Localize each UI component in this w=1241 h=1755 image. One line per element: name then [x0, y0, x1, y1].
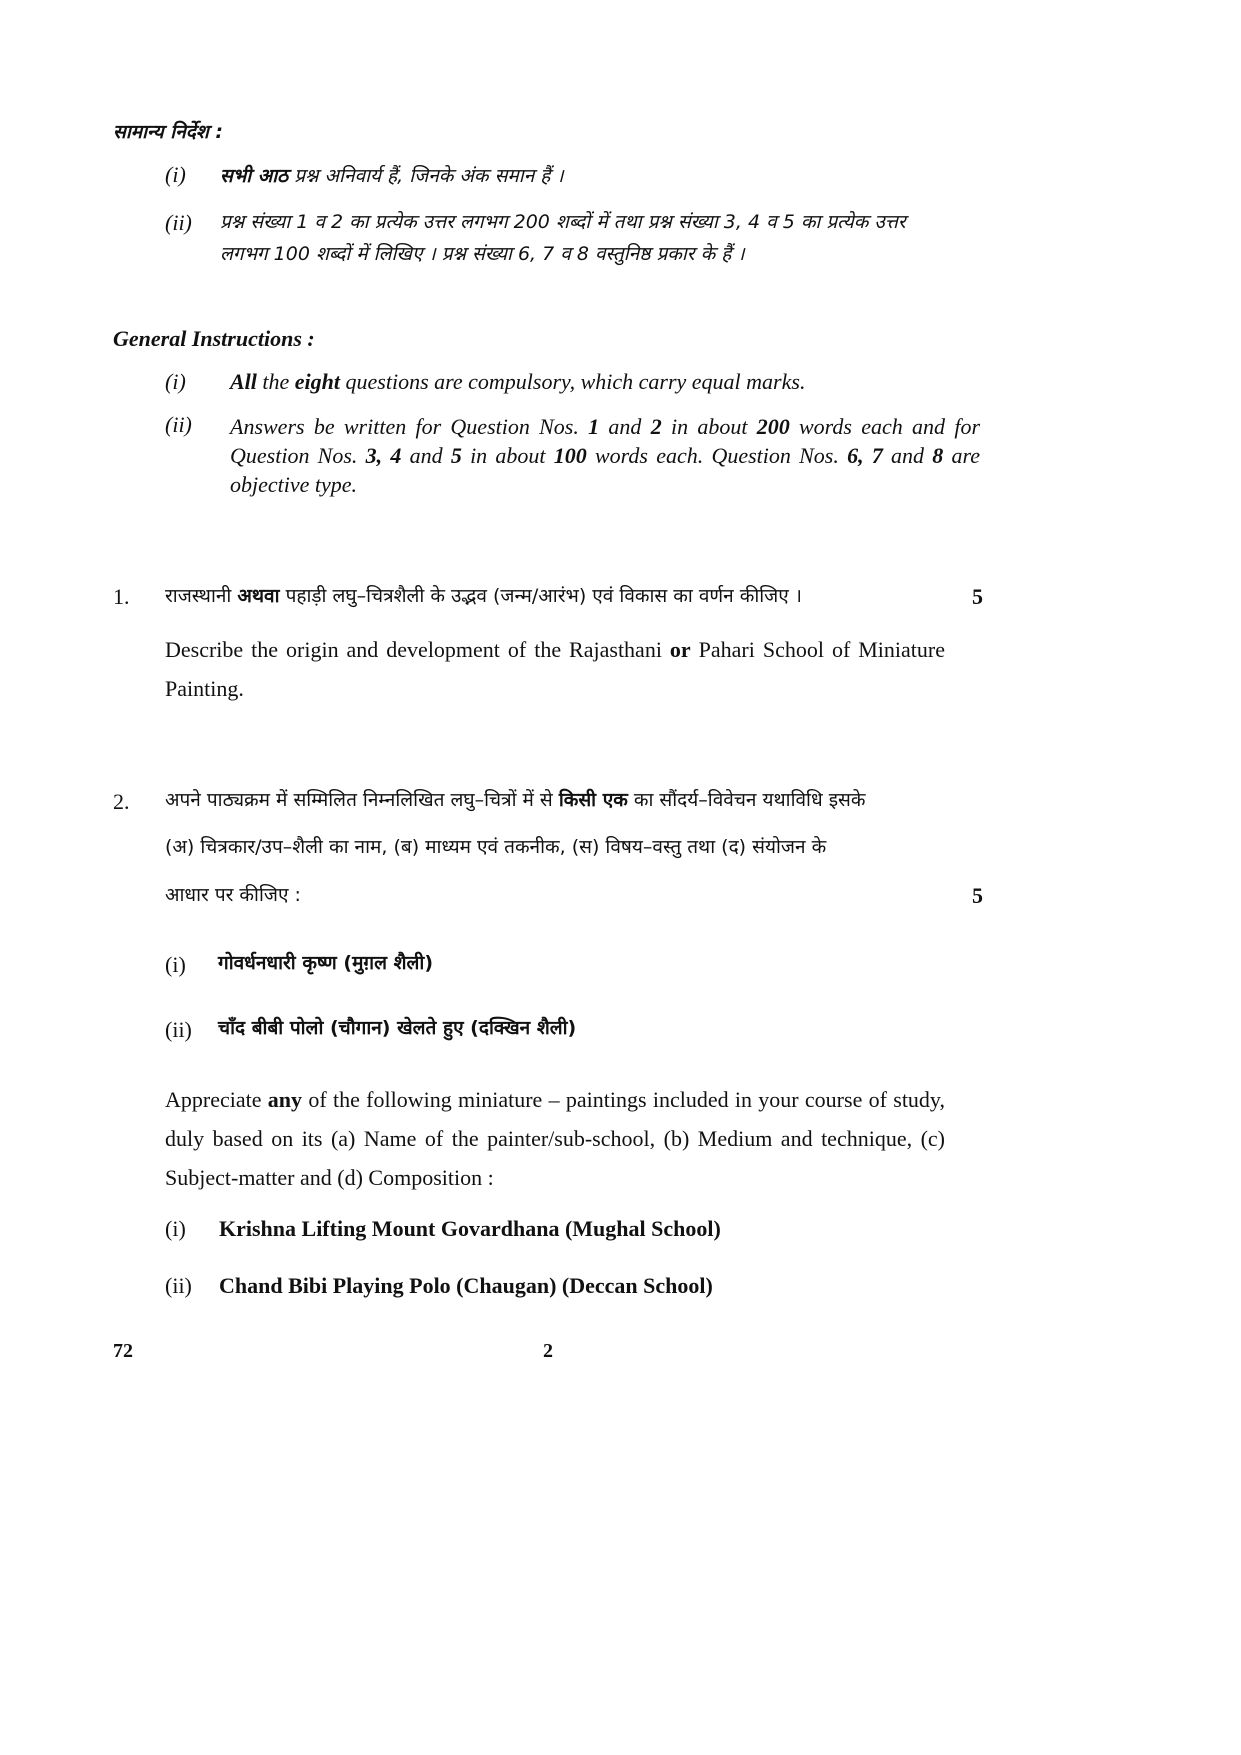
hindi-option-2: चाँद बीबी पोलो (चौगान) खेलते हुए (दक्खिन शैली)	[218, 1017, 577, 1039]
general-instruction-1	[230, 369, 980, 395]
hindi-instruction-1-bold: सभी आठ	[220, 165, 289, 187]
hindi-instruction-number: (ii)	[165, 210, 192, 235]
emphasis: eight	[294, 369, 341, 394]
text: and	[401, 443, 451, 468]
text: words each and for Question Nos.	[230, 414, 981, 468]
text: का सौंदर्य–विवेचन यथाविधि इसके	[627, 789, 866, 811]
question-marks: 5	[972, 584, 983, 609]
emphasis: 1	[588, 414, 600, 439]
text: अपने पाठ्यक्रम में सम्मिलित निम्नलिखित लघु–चित्रों में से	[165, 789, 559, 811]
option-number: (i)	[165, 952, 186, 977]
hindi-instructions-heading: सामान्य निर्देश :	[113, 121, 223, 143]
text: words each. Question Nos.	[586, 443, 848, 468]
text: in about	[461, 443, 554, 468]
emphasis: 5	[450, 443, 462, 468]
text: in about	[661, 414, 757, 439]
question-marks: 5	[972, 883, 983, 908]
emphasis: 3, 4	[365, 443, 402, 468]
question-number: 2.	[113, 789, 130, 814]
emphasis: any	[267, 1087, 303, 1112]
hindi-instruction-number: (i)	[165, 162, 186, 187]
text: of the following miniature – paintings included in your course of study, duly based on its (a) Name of the painter/sub-school, (b) Medium and technique, (c) Subject-matter and (d) Composition :	[165, 1087, 945, 1190]
emphasis: 100	[553, 443, 587, 468]
text: Answers be written for Question Nos.	[230, 414, 589, 439]
hindi-instruction-1	[220, 162, 564, 188]
paper-code: 72	[113, 1340, 133, 1362]
general-instruction-2	[230, 412, 980, 499]
hindi-instruction-2-line1: प्रश्न संख्या 1 व 2 का प्रत्येक उत्तर लगभग 200 शब्दों में तथा प्रश्न संख्या 3, 4 व 5 का प्रत्येक उत्तर	[220, 211, 906, 233]
option-number: (ii)	[165, 1017, 192, 1042]
hindi-instruction-2-line2: लगभग 100 शब्दों में लिखिए । प्रश्न संख्या 6, 7 व 8 वस्तुनिष्ठ प्रकार के हैं ।	[220, 243, 745, 265]
emphasis: or	[669, 637, 691, 662]
text: Pahari School of Miniature Painting.	[165, 637, 945, 701]
emphasis: अथवा	[237, 585, 280, 607]
text: Describe the origin and development of the Rajasthani	[165, 637, 670, 662]
general-instruction-number: (i)	[165, 369, 186, 394]
question-2-english	[165, 1080, 945, 1197]
text: Appreciate	[165, 1087, 268, 1112]
question-2-hindi-line2: (अ) चित्रकार/उप–शैली का नाम, (ब) माध्यम एवं तकनीक, (स) विषय–वस्तु तथा (द) संयोजन के	[165, 836, 827, 858]
emphasis: 200	[756, 414, 790, 439]
emphasis: किसी एक	[558, 789, 628, 811]
text: are objective type.	[230, 443, 981, 497]
text: and	[882, 443, 933, 468]
text: and	[599, 414, 651, 439]
question-number: 1.	[113, 584, 130, 609]
general-instructions-heading: General Instructions :	[113, 326, 315, 351]
english-option-2: Chand Bibi Playing Polo (Chaugan) (Deccan School)	[219, 1273, 713, 1298]
question-1-english	[165, 630, 945, 708]
question-1-hindi	[165, 582, 925, 608]
option-number: (ii)	[165, 1273, 192, 1298]
general-instruction-number: (ii)	[165, 412, 192, 437]
hindi-instruction-1-text: प्रश्न अनिवार्य हैं, जिनके अंक समान हैं ।	[288, 165, 564, 187]
text: questions are compulsory, which carry equal marks.	[340, 369, 806, 394]
emphasis: All	[230, 369, 257, 394]
hindi-option-1: गोवर्धनधारी कृष्ण (मुग़ल शैली)	[218, 952, 434, 974]
text: पहाड़ी लघु–चित्रशैली के उद्भव (जन्म/आरंभ) एवं विकास का वर्णन कीजिए ।	[279, 585, 803, 607]
emphasis: 6, 7	[847, 443, 883, 468]
question-2-hindi-line3: आधार पर कीजिए :	[165, 884, 301, 906]
emphasis: 8	[932, 443, 944, 468]
english-option-1: Krishna Lifting Mount Govardhana (Mughal School)	[219, 1216, 721, 1241]
text: राजस्थानी	[165, 585, 238, 607]
option-number: (i)	[165, 1216, 186, 1241]
question-2-hindi-line1	[165, 786, 955, 812]
page-number: 2	[543, 1340, 553, 1362]
text: the	[256, 369, 295, 394]
emphasis: 2	[650, 414, 662, 439]
